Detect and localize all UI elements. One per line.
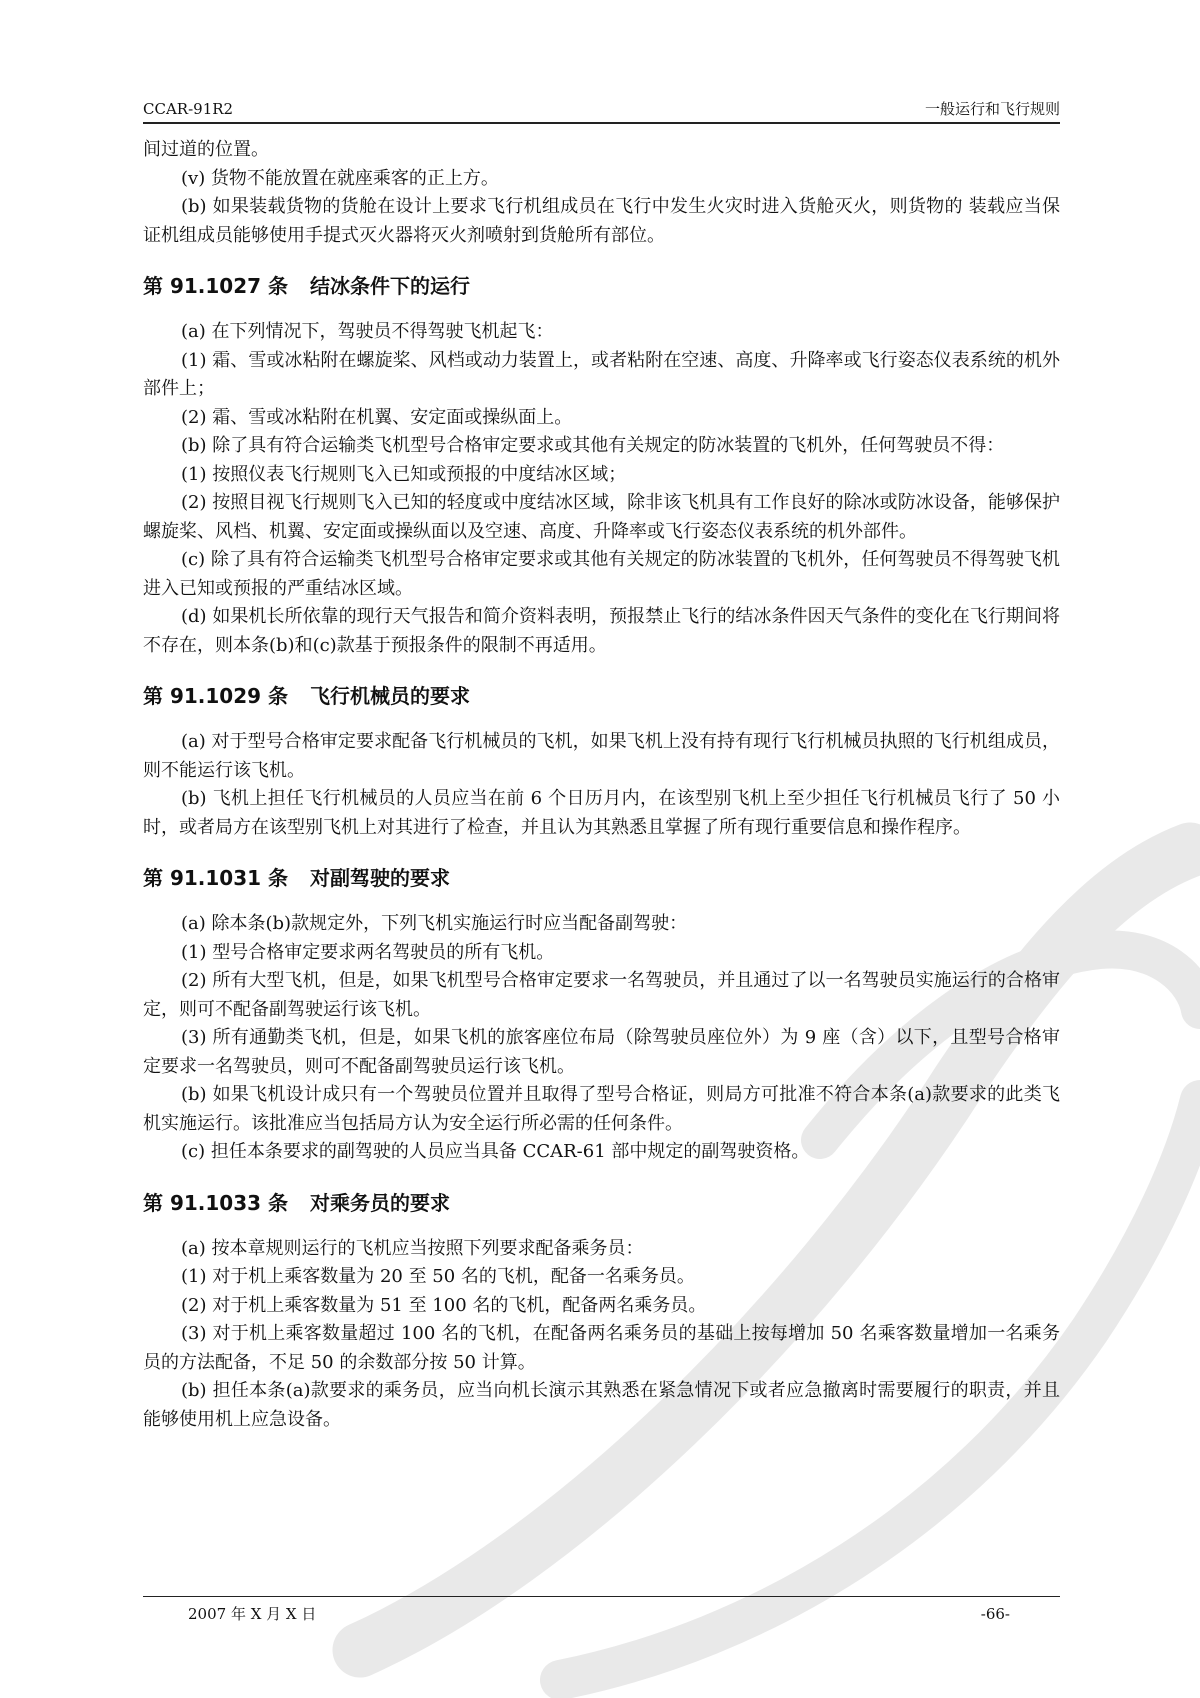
footer-date: 2007 年 X 月 X 日	[188, 1605, 317, 1623]
page-header	[143, 98, 1060, 124]
paragraph: (b) 除了具有符合运输类飞机型号合格审定要求或其他有关规定的防冰装置的飞机外，任何驾驶员不得：	[181, 435, 1005, 456]
paragraph: (a) 除本条(b)款规定外，下列飞机实施运行时应当配备副驾驶：	[181, 913, 688, 934]
paragraph: (3) 所有通勤类飞机，但是，如果飞机的旅客座位布局（除驾驶员座位外）为 9 座（含）以下，且型号合格审定要求一名驾驶员，则可不配备副驾驶员运行该飞机。	[143, 1027, 1060, 1077]
paragraph: (d) 如果机长所依靠的现行天气报告和简介资料表明，预报禁止飞行的结冰条件因天气条件的变化在飞行期间将不存在，则本条(b)和(c)款基于预报条件的限制不再适用。	[143, 606, 1060, 656]
paragraph: (b) 飞机上担任飞行机械员的人员应当在前 6 个日历月内，在该型别飞机上至少担任飞行机械员飞行了 50 小时，或者局方在该型别飞机上对其进行了检查，并且认为其熟悉且掌握了所有现行重要信息和操作程序。	[143, 788, 1060, 838]
page-footer	[143, 1596, 1060, 1623]
paragraph: (a) 在下列情况下，驾驶员不得驾驶飞机起飞：	[181, 321, 554, 342]
section-title: 飞行机械员的要求	[310, 684, 471, 708]
section-number: 第 91.1029 条	[143, 684, 289, 708]
section-number: 第 91.1031 条	[143, 866, 289, 890]
paragraph: (1) 霜、雪或冰粘附在螺旋桨、风档或动力装置上，或者粘附在空速、高度、升降率或飞行姿态仪表系统的机外部件上；	[143, 349, 1060, 399]
paragraph: (b) 如果飞机设计成只有一个驾驶员位置并且取得了型号合格证，则局方可批准不符合本条(a)款要求的此类飞机实施运行。该批准应当包括局方认为安全运行所必需的任何条件。	[143, 1084, 1060, 1134]
paragraph: (1) 按照仪表飞行规则飞入已知或预报的中度结冰区域；	[181, 463, 627, 485]
paragraph: (2) 对于机上乘客数量为 51 至 100 名的飞机，配备两名乘务员。	[181, 1294, 707, 1316]
document-body	[143, 136, 1060, 1434]
header-doc-title: 一般运行和飞行规则	[924, 100, 1060, 118]
section-heading	[143, 862, 1060, 894]
paragraph: (a) 按本章规则运行的飞机应当按照下列要求配备乘务员：	[181, 1237, 644, 1259]
paragraph: (2) 霜、雪或冰粘附在机翼、安定面或操纵面上。	[181, 406, 573, 428]
section-number: 第 91.1027 条	[143, 274, 289, 298]
section-number: 第 91.1033 条	[143, 1190, 289, 1215]
header-doc-code: CCAR-91R2	[143, 100, 234, 118]
paragraph: (b) 担任本条(a)款要求的乘务员，应当向机长演示其熟悉在紧急情况下或者应急撤离时需要履行的职责，并且能够使用机上应急设备。	[143, 1380, 1060, 1430]
section-heading	[143, 680, 1060, 712]
paragraph: (3) 对于机上乘客数量超过 100 名的飞机，在配备两名乘务员的基础上按每增加 50 名乘客数量增加一名乘务员的方法配备，不足 50 的余数部分按 50 计算。	[143, 1323, 1060, 1373]
paragraph: (v) 货物不能放置在就座乘客的正上方。	[181, 167, 499, 189]
section-title: 对乘务员的要求	[310, 1190, 451, 1215]
section-title: 对副驾驶的要求	[310, 866, 451, 890]
paragraph: (c) 除了具有符合运输类飞机型号合格审定要求或其他有关规定的防冰装置的飞机外，任何驾驶员不得驾驶飞机进入已知或预报的严重结冰区域。	[143, 549, 1060, 599]
paragraph: (1) 对于机上乘客数量为 20 至 50 名的飞机，配备一名乘务员。	[181, 1266, 695, 1287]
paragraph: (2) 所有大型飞机，但是，如果飞机型号合格审定要求一名驾驶员，并且通过了以一名驾驶员实施运行的合格审定，则可不配备副驾驶运行该飞机。	[143, 970, 1060, 1020]
page-number: -66-	[980, 1605, 1010, 1623]
section-heading	[143, 270, 1060, 302]
paragraph: (b) 如果装载货物的货舱在设计上要求飞行机组成员在飞行中发生火灾时进入货舱灭火，则货物的 装载应当保证机组成员能够使用手提式灭火器将灭火剂喷射到货舱所有部位。	[143, 196, 1060, 246]
paragraph: (a) 对于型号合格审定要求配备飞行机械员的飞机，如果飞机上没有持有现行飞行机械员执照的飞行机组成员，则不能运行该飞机。	[143, 731, 1060, 781]
paragraph: (1) 型号合格审定要求两名驾驶员的所有飞机。	[181, 941, 555, 963]
paragraph: (c) 担任本条要求的副驾驶的人员应当具备 CCAR-61 部中规定的副驾驶资格。	[181, 1141, 810, 1162]
section-heading	[143, 1187, 1060, 1219]
paragraph: 间过道的位置。	[143, 139, 269, 160]
section-title: 结冰条件下的运行	[310, 274, 471, 298]
paragraph: (2) 按照目视飞行规则飞入已知的轻度或中度结冰区域，除非该飞机具有工作良好的除冰或防冰设备，能够保护螺旋桨、风档、机翼、安定面或操纵面以及空速、高度、升降率或飞行姿态仪表系统的机外部件。	[143, 492, 1060, 542]
